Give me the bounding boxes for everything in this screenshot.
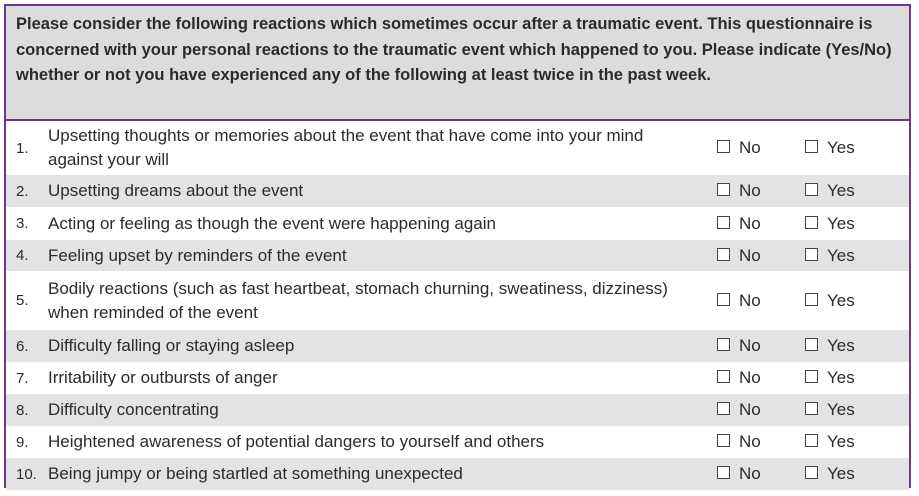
no-checkbox[interactable] bbox=[717, 466, 730, 479]
no-checkbox[interactable] bbox=[717, 434, 730, 447]
yes-label: Yes bbox=[827, 181, 855, 200]
no-label: No bbox=[739, 181, 761, 200]
yes-label: Yes bbox=[827, 245, 855, 265]
yes-checkbox[interactable] bbox=[805, 338, 818, 351]
questionnaire-form bbox=[4, 4, 911, 488]
yes-label: Yes bbox=[827, 213, 855, 233]
no-label: No bbox=[739, 432, 761, 451]
yes-checkbox[interactable] bbox=[805, 248, 818, 261]
question-row bbox=[6, 121, 909, 175]
no-checkbox[interactable] bbox=[717, 248, 730, 261]
no-label: No bbox=[739, 336, 761, 355]
no-checkbox[interactable] bbox=[717, 370, 730, 383]
question-text: Bodily reactions (such as fast heartbeat, stomach churning, sweatiness, dizziness) when reminded of the event bbox=[48, 278, 668, 322]
no-option[interactable] bbox=[717, 214, 761, 234]
yes-label: Yes bbox=[827, 336, 855, 355]
no-checkbox[interactable] bbox=[717, 216, 730, 229]
question-text: Being jumpy or being startled at something unexpected bbox=[48, 464, 463, 483]
yes-label: Yes bbox=[827, 138, 855, 157]
no-option[interactable] bbox=[717, 138, 761, 158]
instructions-header: Please consider the following reactions which sometimes occur after a traumatic event. This questionnaire is concerned with your personal reactions to the traumatic event which happened to you. Please indicate (Yes/No) whether or not you have experienced any of the following at least twice in the past week. bbox=[6, 6, 909, 121]
no-option[interactable] bbox=[717, 432, 761, 452]
question-row bbox=[6, 458, 909, 490]
yes-option[interactable] bbox=[805, 336, 855, 356]
no-option[interactable] bbox=[717, 291, 761, 311]
yes-label: Yes bbox=[827, 368, 855, 387]
no-label: No bbox=[739, 213, 761, 233]
no-option[interactable] bbox=[717, 246, 761, 266]
no-checkbox[interactable] bbox=[717, 293, 730, 306]
question-row bbox=[6, 362, 909, 394]
question-number: 5. bbox=[16, 292, 29, 309]
no-option[interactable] bbox=[717, 400, 761, 420]
no-label: No bbox=[739, 138, 761, 157]
yes-option[interactable] bbox=[805, 246, 855, 266]
no-option[interactable] bbox=[717, 464, 761, 484]
yes-checkbox[interactable] bbox=[805, 216, 818, 229]
yes-checkbox[interactable] bbox=[805, 434, 818, 447]
question-text: Difficulty falling or staying asleep bbox=[48, 336, 295, 355]
yes-checkbox[interactable] bbox=[805, 370, 818, 383]
question-row bbox=[6, 240, 909, 271]
yes-option[interactable] bbox=[805, 291, 855, 311]
no-label: No bbox=[739, 400, 761, 419]
yes-option[interactable] bbox=[805, 432, 855, 452]
no-checkbox[interactable] bbox=[717, 183, 730, 196]
yes-label: Yes bbox=[827, 464, 855, 483]
no-label: No bbox=[739, 464, 761, 483]
yes-option[interactable] bbox=[805, 464, 855, 484]
question-row bbox=[6, 330, 909, 362]
question-number: 3. bbox=[16, 215, 29, 232]
yes-label: Yes bbox=[827, 432, 855, 451]
question-text: Irritability or outbursts of anger bbox=[48, 368, 278, 387]
yes-option[interactable] bbox=[805, 214, 855, 234]
yes-checkbox[interactable] bbox=[805, 402, 818, 415]
no-checkbox[interactable] bbox=[717, 402, 730, 415]
question-number: 10. bbox=[16, 465, 37, 483]
no-checkbox[interactable] bbox=[717, 338, 730, 351]
question-text: Heightened awareness of potential dangers to yourself and others bbox=[48, 432, 545, 451]
no-option[interactable] bbox=[717, 368, 761, 388]
yes-option[interactable] bbox=[805, 181, 855, 201]
yes-option[interactable] bbox=[805, 368, 855, 388]
yes-label: Yes bbox=[827, 400, 855, 419]
question-number: 7. bbox=[16, 369, 29, 387]
question-number: 8. bbox=[16, 401, 29, 419]
question-row bbox=[6, 207, 909, 240]
no-label: No bbox=[739, 368, 761, 387]
question-number: 1. bbox=[16, 139, 29, 157]
question-number: 6. bbox=[16, 337, 29, 355]
yes-checkbox[interactable] bbox=[805, 466, 818, 479]
question-text: Feeling upset by reminders of the event bbox=[48, 245, 347, 265]
question-text: Upsetting thoughts or memories about the event that have come into your mind against your will bbox=[48, 126, 644, 169]
yes-checkbox[interactable] bbox=[805, 140, 818, 153]
no-option[interactable] bbox=[717, 181, 761, 201]
question-row bbox=[6, 426, 909, 458]
yes-checkbox[interactable] bbox=[805, 183, 818, 196]
question-number: 4. bbox=[16, 247, 29, 264]
question-row bbox=[6, 394, 909, 426]
question-number: 2. bbox=[16, 182, 29, 200]
question-row bbox=[6, 271, 909, 330]
no-checkbox[interactable] bbox=[717, 140, 730, 153]
yes-option[interactable] bbox=[805, 138, 855, 158]
question-text: Acting or feeling as though the event were happening again bbox=[48, 213, 496, 233]
yes-option[interactable] bbox=[805, 400, 855, 420]
no-option[interactable] bbox=[717, 336, 761, 356]
question-number: 9. bbox=[16, 433, 29, 451]
yes-label: Yes bbox=[827, 290, 855, 310]
question-row bbox=[6, 175, 909, 207]
question-text: Upsetting dreams about the event bbox=[48, 181, 304, 200]
no-label: No bbox=[739, 245, 761, 265]
question-text: Difficulty concentrating bbox=[48, 400, 219, 419]
question-list bbox=[6, 121, 909, 490]
no-label: No bbox=[739, 290, 761, 310]
yes-checkbox[interactable] bbox=[805, 293, 818, 306]
